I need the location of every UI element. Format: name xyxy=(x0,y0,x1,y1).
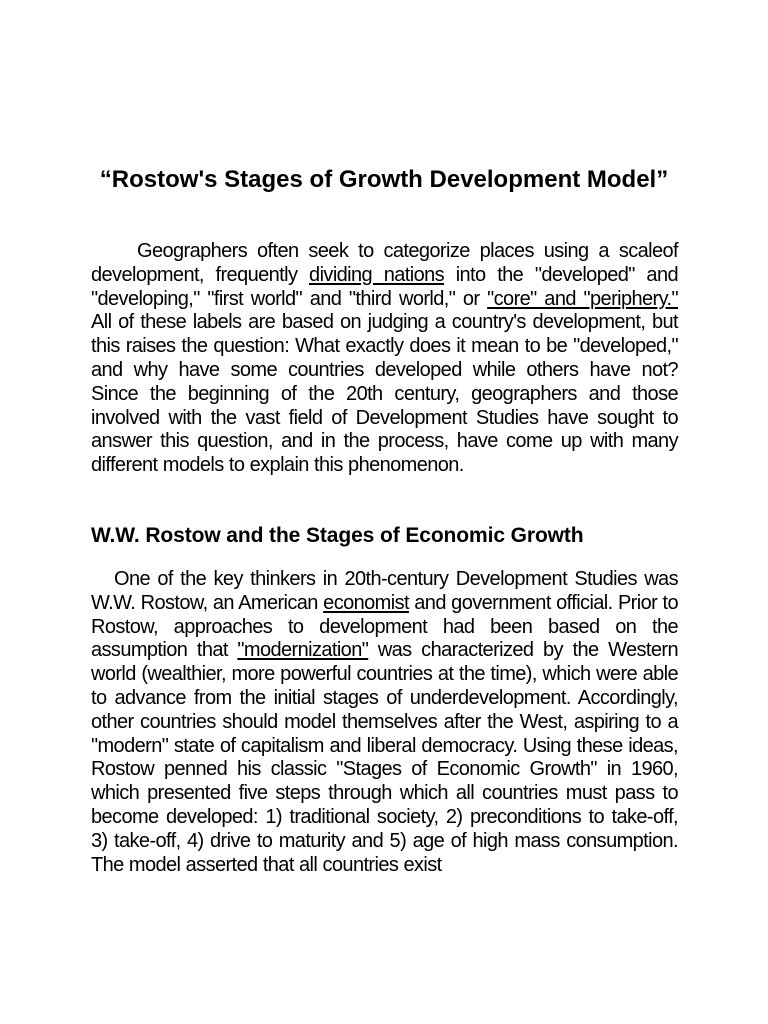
core-periphery-link[interactable]: "core" and "periphery." xyxy=(487,287,678,310)
rostow-text-3: was characterized by the Western world (wealthier, more powerful countries at the time), which were able to advance from the initial stages of underdevelopment. Accordingly, other countries should model themselves after the West, aspiring to a "modern" state of capitalism and liberal democracy. Using these ideas, Rostow penned his classic "Stages of Economic Growth" in 1960, which presented five steps through which all countries must pass to become developed: 1) traditional society, 2) preconditions to take-off, 3) take-off, 4) drive to maturity and 5) age of high mass consumption. The model asserted that all countries exist xyxy=(91,639,678,876)
rostow-text-1: One of the key thinkers in 20th-century Development Studies was W.W. Rostow, an American xyxy=(91,568,678,614)
economist-link[interactable]: economist xyxy=(323,591,409,614)
section-heading: W.W. Rostow and the Stages of Economic Growth xyxy=(91,524,584,547)
rostow-text-2: and government official. Prior to Rostow, approaches to development had been based on the assumption that xyxy=(91,591,678,662)
intro-text-1: Geographers often seek to categorize places using a scaleof development, frequently xyxy=(91,240,678,286)
intro-text-2: into the "developed" and "developing," "first world" and "third world," or xyxy=(91,263,678,310)
rostow-paragraph xyxy=(91,568,678,877)
modernization-link[interactable]: "modernization" xyxy=(237,639,369,662)
dividing-nations-link[interactable]: dividing nations xyxy=(309,263,445,286)
document-title: “Rostow's Stages of Growth Development Model” xyxy=(99,166,669,193)
intro-text-3: All of these labels are based on judging a country's development, but this raises the question: What exactly does it mean to be "developed," and why have some countries developed while others have not? Since the beginning of the 20th century, geographers and those involved with the vast field of Development Studies have sought to answer this question, and in the process, have come up with many different models to explain this phenomenon. xyxy=(91,311,678,477)
intro-paragraph xyxy=(91,240,678,478)
